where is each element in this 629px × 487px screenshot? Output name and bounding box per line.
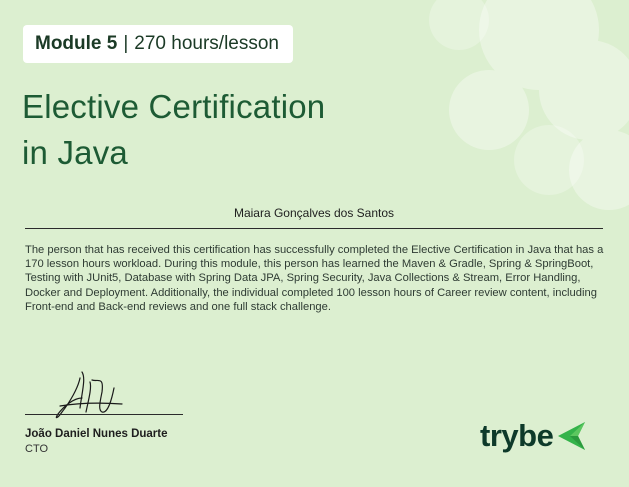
title-line-1: Elective Certification	[22, 88, 326, 125]
signature-line	[25, 414, 183, 415]
trybe-arrow-icon	[556, 420, 586, 452]
recipient-name: Maiara Gonçalves dos Santos	[233, 206, 395, 220]
title-line-2: in Java	[22, 134, 128, 171]
certificate-title	[22, 84, 442, 176]
signatory-role: CTO	[25, 443, 49, 455]
recipient-underline	[25, 228, 603, 229]
signature-image	[52, 368, 132, 424]
logo-text: trybe	[480, 418, 554, 453]
certificate-description: The person that has received this certification has successfully completed the Elective Certification in Java that has a 170 lesson hours workload. During this module, this person has learned the Maven & Gradle, Spring & SpringBoot, Testing with JUnit5, Database with Spring Data JPA, Spring Security, Java Collections & Stream, Error Handling, Docker and Deployment. Additionally, the individual completed 100 lesson hours of Career review content, including Front-end and Back-end reviews and one full stack challenge.	[25, 244, 604, 313]
module-badge	[23, 25, 293, 63]
module-label: Module 5	[35, 33, 118, 54]
signatory-name: João Daniel Nunes Duarte	[25, 428, 168, 440]
trybe-logo	[480, 418, 586, 454]
hours-label: 270 hours/lesson	[134, 33, 279, 54]
badge-separator: |	[123, 33, 129, 54]
